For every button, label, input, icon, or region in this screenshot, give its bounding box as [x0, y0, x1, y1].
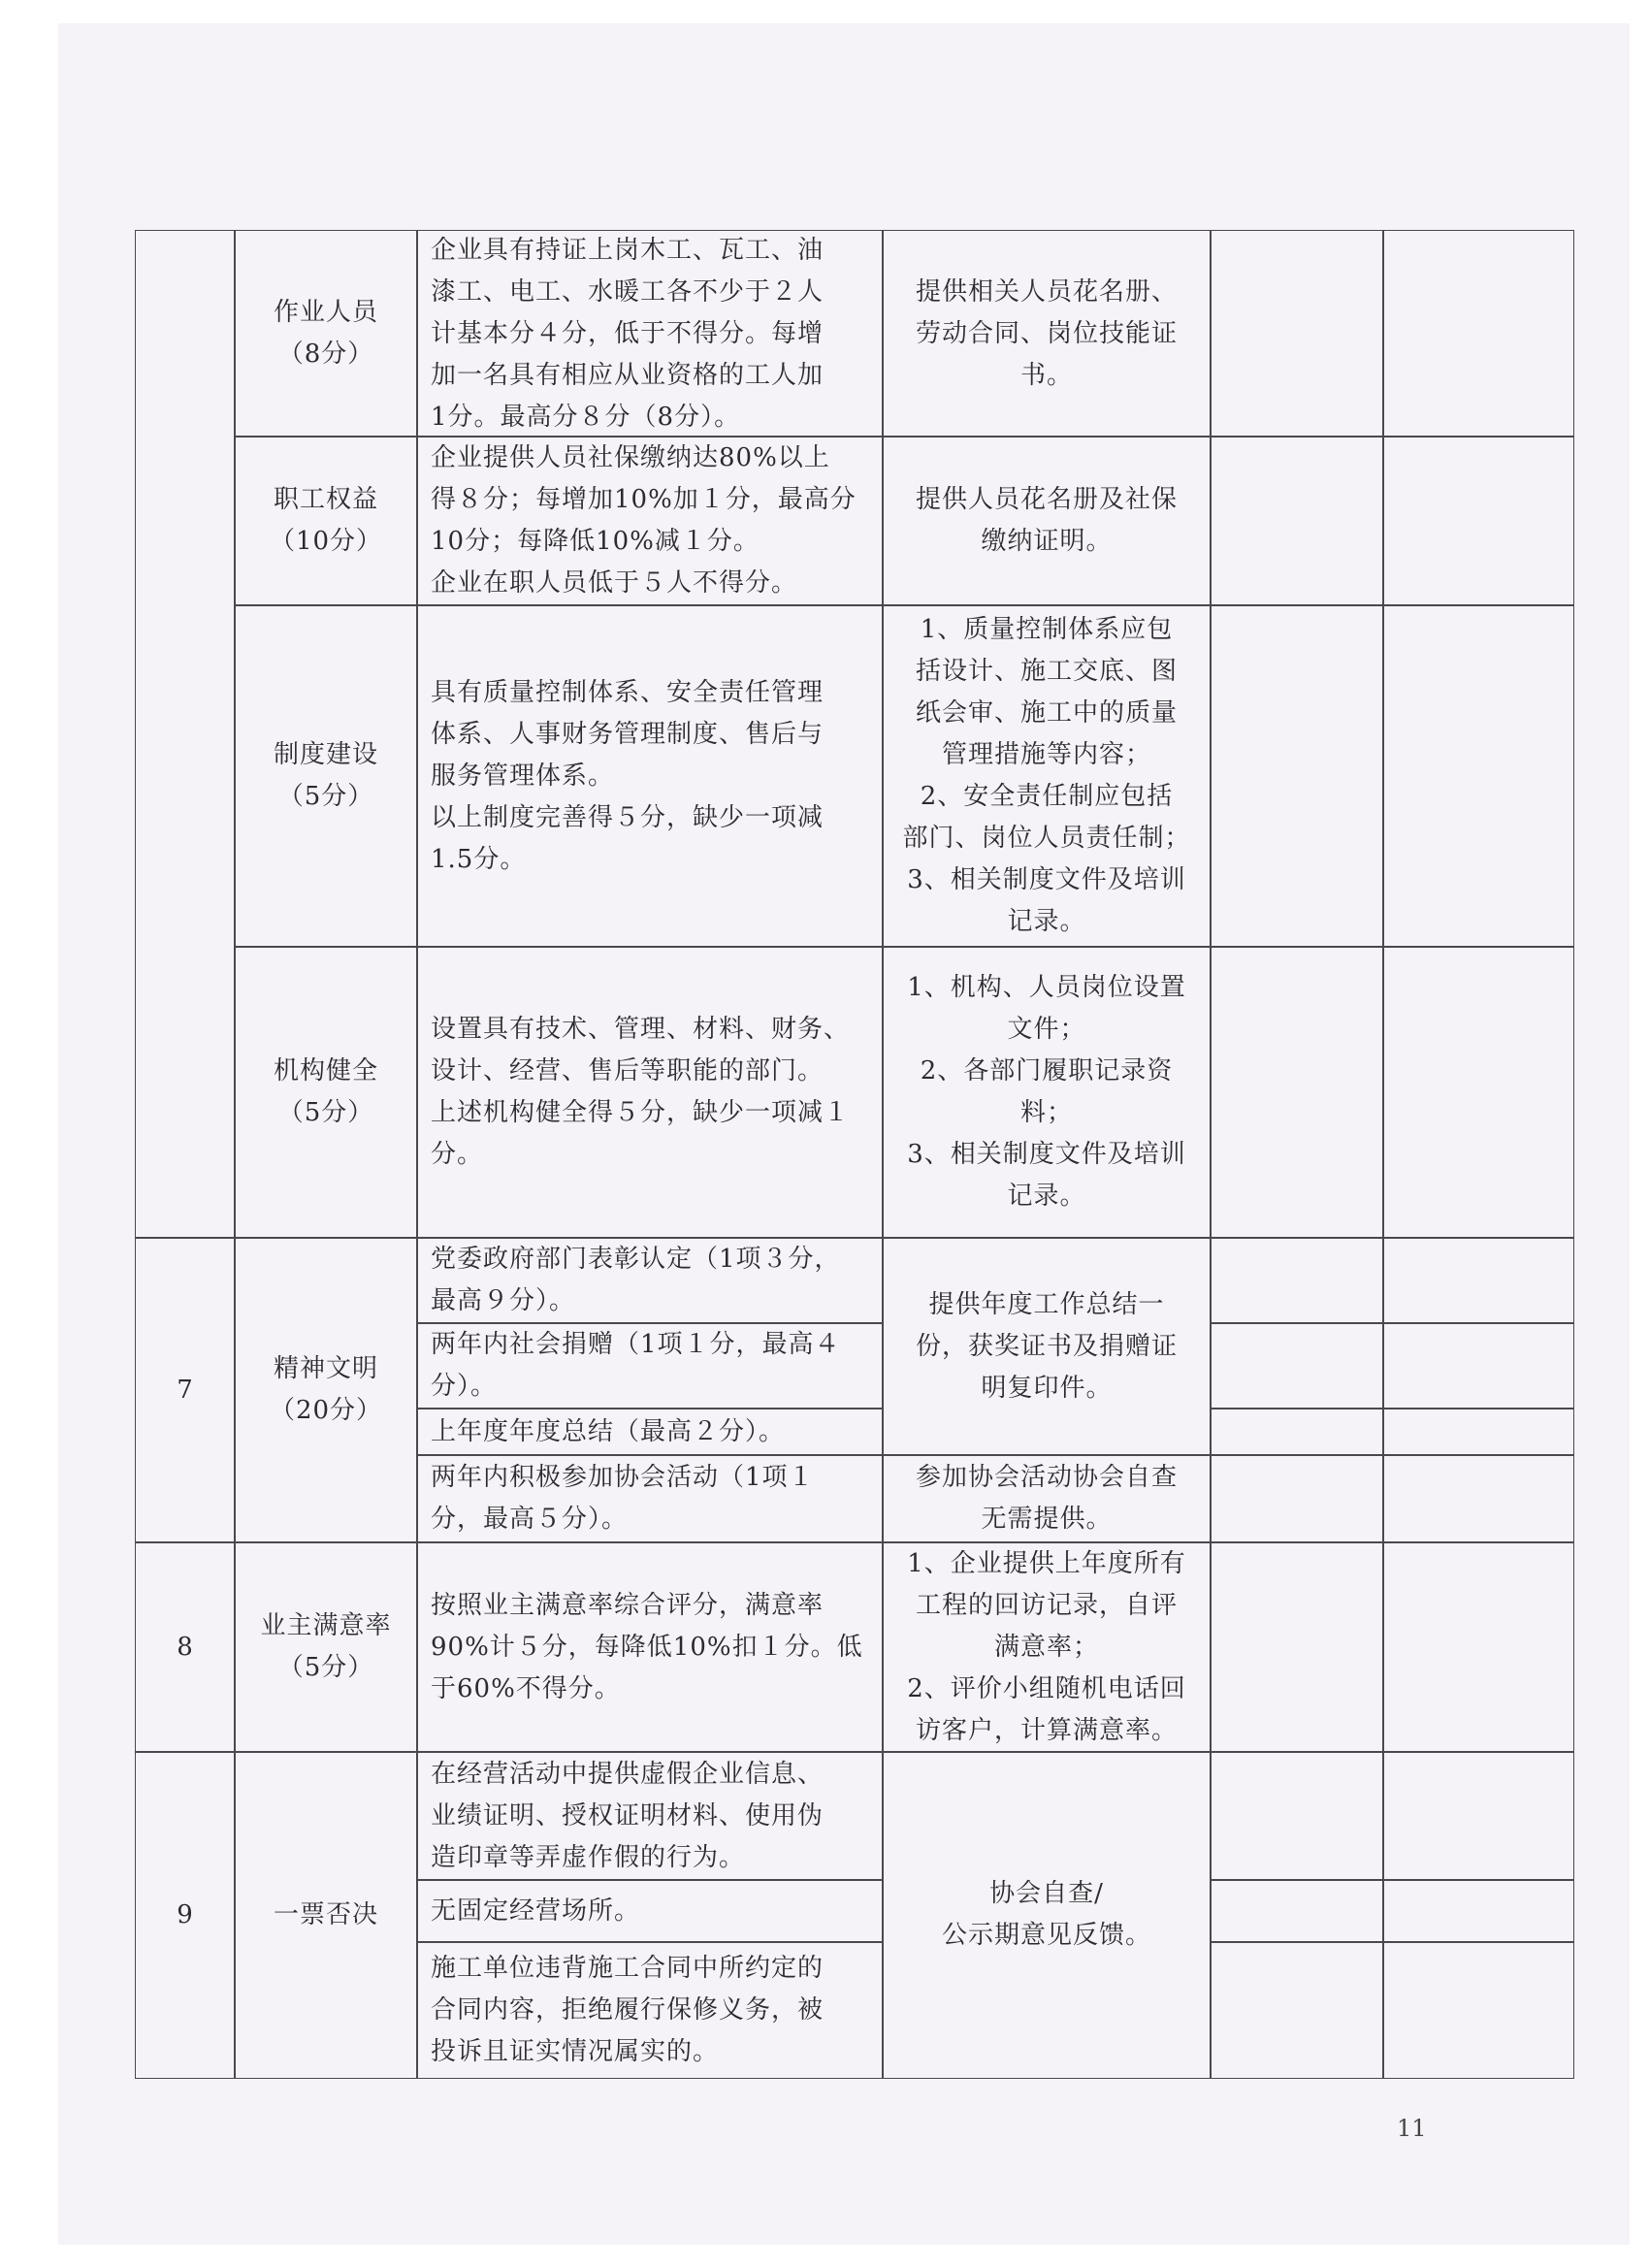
score-cell	[1210, 946, 1384, 1239]
score-cell	[1210, 604, 1384, 948]
row-number: 8	[177, 1632, 194, 1662]
criteria-cell	[416, 1941, 884, 2079]
row-number: 9	[177, 1899, 194, 1929]
score-cell	[1210, 436, 1384, 606]
criteria-text: 两年内社会捐赠（1项１分，最高４ 分）。	[431, 1330, 841, 1401]
remark-cell	[1382, 1322, 1574, 1409]
row-number: 7	[177, 1375, 194, 1405]
criteria-text: 两年内积极参加协会活动（1项１ 分，最高５分）。	[431, 1463, 815, 1534]
score-cell	[1210, 1454, 1384, 1543]
remark-cell	[1382, 1408, 1574, 1456]
criteria-cell	[416, 604, 884, 948]
evidence-text: 1、企业提供上年度所有 工程的回访记录，自评 满意率； 2、评价小组随机电话回 访客户，计算满意率。	[907, 1548, 1186, 1745]
criteria-cell	[416, 436, 884, 606]
item-cell	[234, 1751, 418, 2079]
evidence-cell	[882, 604, 1212, 948]
evidence-cell	[882, 946, 1212, 1239]
item-label: 精神文明 （20分）	[269, 1354, 383, 1425]
page-number: 11	[1397, 2115, 1427, 2142]
criteria-text: 企业具有持证上岗木工、瓦工、油 漆工、电工、水暖工各不少于２人 计基本分４分，低于不得分。每增 加一名具有相应从业资格的工人加 1分。最高分８分（8分）。	[431, 235, 824, 432]
item-label: 业主满意率 （5分）	[260, 1611, 392, 1682]
score-cell	[1210, 230, 1384, 437]
remark-cell	[1382, 230, 1574, 437]
score-cell	[1210, 1941, 1384, 2079]
remark-cell	[1382, 604, 1574, 948]
remark-cell	[1382, 1237, 1574, 1324]
criteria-cell	[416, 1408, 884, 1456]
evidence-cell	[882, 1541, 1212, 1753]
score-cell	[1210, 1237, 1384, 1324]
score-cell	[1210, 1541, 1384, 1753]
remark-cell	[1382, 1541, 1574, 1753]
criteria-cell	[416, 946, 884, 1239]
evidence-text: 参加协会活动协会自查 无需提供。	[915, 1463, 1178, 1534]
evidence-cell	[882, 1454, 1212, 1543]
criteria-text: 上年度年度总结（最高２分）。	[431, 1416, 786, 1446]
number-cell-8	[135, 1541, 236, 1753]
item-cell	[234, 1237, 418, 1543]
item-cell	[234, 946, 418, 1239]
item-label: 职工权益 （10分）	[269, 485, 383, 556]
criteria-text: 在经营活动中提供虚假企业信息、 业绩证明、授权证明材料、使用伪 造印章等弄虚作假的行为。	[431, 1759, 824, 1872]
criteria-text: 施工单位违背施工合同中所约定的 合同内容，拒绝履行保修义务，被 投诉且证实情况属实的。	[431, 1953, 824, 2066]
remark-cell	[1382, 436, 1574, 606]
score-cell	[1210, 1879, 1384, 1943]
evidence-text: 提供年度工作总结一 份，获奖证书及捐赠证 明复印件。	[915, 1289, 1178, 1403]
evidence-cell	[882, 1751, 1212, 2079]
evidence-text: 提供相关人员花名册、 劳动合同、岗位技能证 书。	[915, 276, 1178, 390]
number-cell-blank	[135, 230, 236, 1239]
criteria-cell	[416, 1751, 884, 1881]
evidence-text: 1、机构、人员岗位设置 文件； 2、各部门履职记录资 料； 3、相关制度文件及培训 记录。	[907, 973, 1186, 1211]
criteria-cell	[416, 1879, 884, 1943]
number-cell-7	[135, 1237, 236, 1543]
score-cell	[1210, 1408, 1384, 1456]
score-cell	[1210, 1322, 1384, 1409]
evidence-cell	[882, 230, 1212, 437]
evidence-text: 提供人员花名册及社保 缴纳证明。	[915, 485, 1178, 556]
criteria-text: 企业提供人员社保缴纳达80%以上 得８分；每增加10%加１分，最高分 10分；每降低10%减１分。 企业在职人员低于５人不得分。	[431, 443, 857, 598]
criteria-text: 党委政府部门表彰认定（1项３分， 最高９分）。	[431, 1245, 841, 1315]
criteria-cell	[416, 1237, 884, 1324]
score-cell	[1210, 1751, 1384, 1881]
scoring-table	[135, 230, 1574, 2079]
item-label: 机构健全 （5分）	[273, 1056, 378, 1127]
evidence-cell	[882, 436, 1212, 606]
item-label: 一票否决	[273, 1899, 378, 1929]
criteria-text: 按照业主满意率综合评分，满意率 90%计５分，每降低10%扣１分。低 于60%不得分。	[431, 1590, 863, 1703]
evidence-text: 协会自查/ 公示期意见反馈。	[941, 1879, 1151, 1950]
number-cell-9	[135, 1751, 236, 2079]
criteria-text: 设置具有技术、管理、材料、财务、 设计、经营、售后等职能的部门。 上述机构健全得５分，缺少一项减１ 分。	[431, 1015, 851, 1169]
remark-cell	[1382, 1454, 1574, 1543]
item-label: 作业人员 （8分）	[273, 298, 378, 369]
remark-cell	[1382, 946, 1574, 1239]
evidence-cell	[882, 1237, 1212, 1456]
criteria-cell	[416, 1541, 884, 1753]
item-cell	[234, 230, 418, 437]
item-cell	[234, 1541, 418, 1753]
remark-cell	[1382, 1941, 1574, 2079]
item-label: 制度建设 （5分）	[273, 740, 378, 811]
remark-cell	[1382, 1751, 1574, 1881]
item-cell	[234, 604, 418, 948]
evidence-text: 1、质量控制体系应包 括设计、施工交底、图 纸会审、施工中的质量 管理措施等内容； 2、安全责任制应包括 部门、岗位人员责任制； 3、相关制度文件及培训 记录。	[902, 615, 1191, 936]
criteria-cell	[416, 1322, 884, 1409]
criteria-text: 具有质量控制体系、安全责任管理 体系、人事财务管理制度、售后与 服务管理体系。 以上制度完善得５分，缺少一项减 1.5分。	[431, 677, 824, 874]
criteria-cell	[416, 1454, 884, 1543]
remark-cell	[1382, 1879, 1574, 1943]
item-cell	[234, 436, 418, 606]
criteria-cell	[416, 230, 884, 437]
criteria-text: 无固定经营场所。	[431, 1895, 641, 1926]
